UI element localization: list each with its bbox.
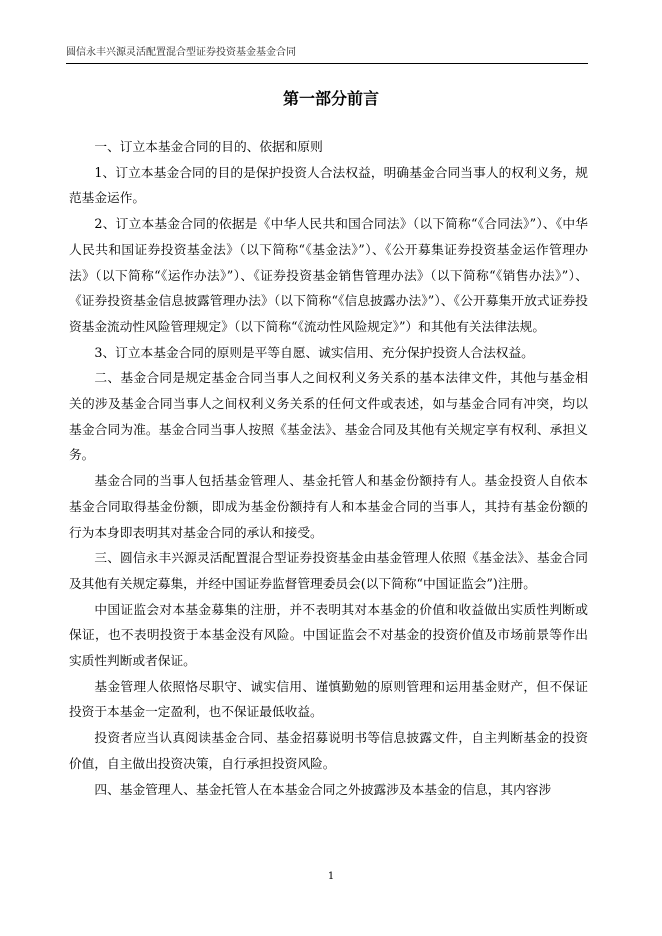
section-title: 第一部分前言: [282, 89, 379, 108]
paragraph-10: 投资者应当认真阅读基金合同、基金招募说明书等信息披露文件，自主判断基金的投资价值，自主做出投资决策，自行承担投资风险。: [69, 730, 588, 771]
paragraph-3: 2、订立本基金合同的依据是《中华人民共和国合同法》（以下简称“《合同法》”）、《中华人民共和国证券投资基金法》（以下简称“《基金法》”）、《公开募集证券投资基金运作管理办法》（以下简称“《运作办法》”）、《证券投资基金销售管理办法》（以下简称“《销售办法》”）、《证券投资基金信息披露管理办法》（以下简称“《信息披露办法》”）、《公开募集开放式证券投资基金流动性风险管理规定》（以下简称“《流动性风险规定》”）和其他有关法律法规。: [69, 216, 588, 334]
header-divider: [66, 63, 588, 64]
running-header: 圆信永丰兴源灵活配置混合型证券投资基金基金合同: [66, 47, 296, 58]
paragraph-7: 三、圆信永丰兴源灵活配置混合型证券投资基金由基金管理人依照《基金法》、基金合同及其他有关规定募集，并经中国证券监督管理委员会(以下简称“中国证监会”)注册。: [69, 550, 588, 591]
paragraph-5: 二、基金合同是规定基金合同当事人之间权利义务关系的基本法律文件，其他与基金相关的涉及基金合同当事人之间权利义务关系的任何文件或表述，如与基金合同有冲突，均以基金合同为准。基金合同当事人按照《基金法》、基金合同及其他有关规定享有权利、承担义务。: [69, 370, 588, 463]
paragraph-6: 基金合同的当事人包括基金管理人、基金托管人和基金份额持有人。基金投资人自依本基金合同取得基金份额，即成为基金份额持有人和本基金合同的当事人，其持有基金份额的行为本身即表明其对基金合同的承认和接受。: [69, 473, 588, 540]
paragraph-8: 中国证监会对本基金募集的注册，并不表明其对本基金的价值和收益做出实质性判断或保证，也不表明投资于本基金没有风险。中国证监会不对基金的投资价值及市场前景等作出实质性判断或者保证。: [69, 601, 588, 669]
paragraph-1: 一、订立本基金合同的目的、依据和原则: [94, 139, 323, 154]
paragraph-11: 四、基金管理人、基金托管人在本基金合同之外披露涉及本基金的信息，其内容涉: [94, 781, 552, 797]
paragraph-2: 1、订立本基金合同的目的是保护投资人合法权益，明确基金合同当事人的权利义务，规范基金运作。: [69, 164, 588, 206]
paragraph-9: 基金管理人依照恪尽职守、诚实信用、谨慎勤勉的原则管理和运用基金财产，但不保证投资于本基金一定盈利，也不保证最低收益。: [69, 678, 588, 720]
paragraph-4: 3、订立本基金合同的原则是平等自愿、诚实信用、充分保护投资人合法权益。: [94, 344, 534, 360]
page-number: 1: [327, 871, 335, 882]
document-body: [69, 134, 588, 802]
